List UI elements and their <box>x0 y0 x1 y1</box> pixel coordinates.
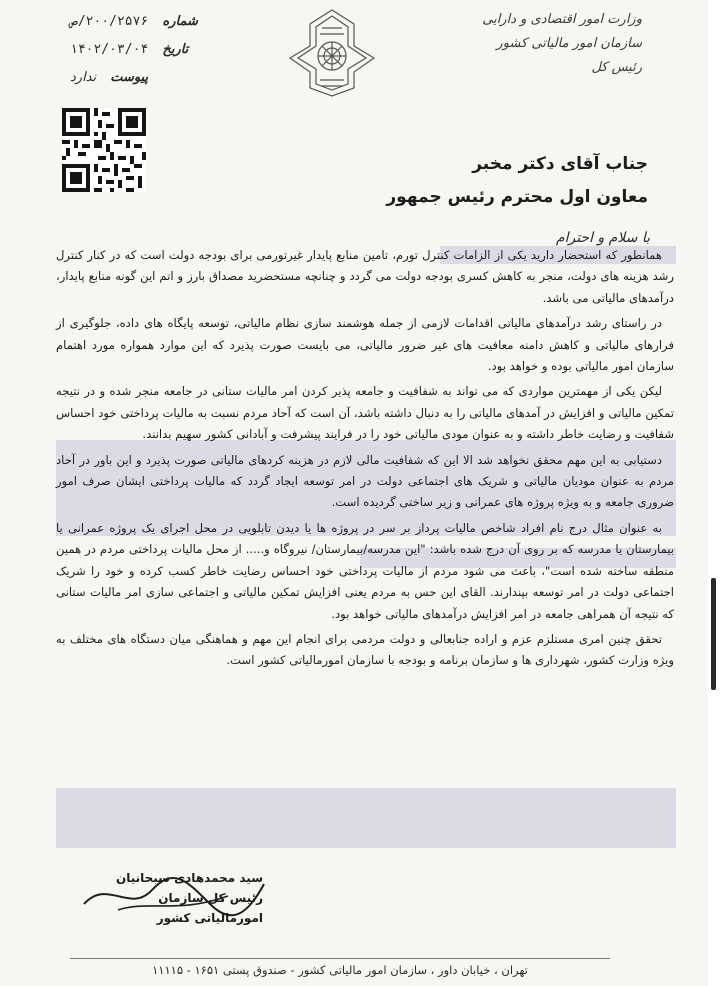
meta-number-value: ۲۰۰/۲۵۷۶/ص <box>70 14 149 29</box>
paragraph: به عنوان مثال درج نام افراد شاخص مالیات پرداز بر سر در پروژه ها یا دیدن تابلویی در محل اجرای یک پروژه عمرانی یا بیمارستان یا مدرسه که بر روی آن درج شده باشد: "این مدرسه/بیمارستان/ نیروگاه و..... از محل مالیات پرداختی مردم در همین منطقه ساخته شده است"، باعث می شود مردم از مالیات پرداختی خود احساس رضایت خاطر کسب کرده و خود را شریک اجتماعی دولت در امر توسعه بپندارند. القای این حس به مردم یعنی افزایش تمکین مالیاتی و اجتماعی سازی امر مالیات ستانی که نتیجه آن همراهی جامعه در امر افزایش درآمدهای مالیاتی خواهد بود. <box>56 520 674 621</box>
meta-date <box>70 42 188 57</box>
highlight-band <box>56 788 676 848</box>
ministry-heading <box>432 8 642 80</box>
addressee <box>248 148 648 214</box>
paragraph: در راستای رشد درآمدهای مالیاتی اقدامات لازمی از جمله هوشمند سازی نظام مالیاتی، توسعه پایگاه های داده، جلوگیری از فرارهای مالیاتی و کاهش دامنه معافیت های غیر ضرور مالیاتی، می بایست صورت پذیرد که این موارد همواره مورد اهتمام سازمان امور مالیاتی بوده و خواهد بود. <box>56 316 674 374</box>
paragraph: لیکن یکی از مهمترین مواردی که می تواند به شفافیت و جامعه پذیر کردن امر مالیات ستانی در جامعه منجر شده و در نتیجه تمکین مالیاتی و افزایش در آمدهای مالیاتی را به دنبال داشته باشد، آن است که آحاد مردم نسبت به مالیات پرداختی خود احساس شفافیت و رضایت خاطر داشته و به عنوان مودی مالیاتی خود را در فرایند پیشرفت و آبادانی کشور سهیم بدانند. <box>56 384 674 442</box>
emblem-logo-icon <box>282 6 382 98</box>
meta-date-label: تاریخ <box>162 42 189 57</box>
addressee-name: جناب آقای دکتر مخبر <box>472 154 648 174</box>
meta-number-label: شماره <box>162 14 198 29</box>
meta-date-value: ۱۴۰۲/۰۳/۰۴ <box>70 42 149 57</box>
paragraph: دستیابی به این مهم محقق نخواهد شد الا این که شفافیت مالی لازم در هزینه کردهای مالیاتی صورت پذیرد و این باور در آحاد مردم به عنوان مودیان مالیاتی و شریک های اجتماعی دولت در امر توسعه ایجاد گردد که مالیات پرداختی ایشان صرف امور ضروری جامعه و به ویژه پروژه های عمرانی و زیر ساختی گردیده است. <box>56 452 674 510</box>
meta-attachment <box>70 70 148 85</box>
ministry-line-1: وزارت امور اقتصادی و دارایی <box>482 12 642 27</box>
salutation: با سلام و احترام <box>555 230 650 246</box>
signature-block <box>88 868 263 928</box>
letter-body <box>56 245 674 676</box>
paragraph: همانطور که استحضار دارید یکی از الزامات کنترل تورم، تامین منابع پایدار غیرتورمی برای بودجه دولت است که در کنار کنترل رشد هزینه های دولت، منجر به کاهش کسری بودجه دولت می گردد و چنانچه مستحضرید مصداق بارز و اتم این گونه منابع پایدار، درآمدهای مالیاتی می باشد. <box>56 248 674 305</box>
ministry-line-3: رئیس کل <box>591 60 642 75</box>
signer-name: سید محمدهادی سبحانیان <box>115 871 263 885</box>
meta-attachment-value: ندارد <box>70 70 97 85</box>
signature-scribble-icon <box>78 874 268 918</box>
page-edge <box>708 0 720 986</box>
paragraph: تحقق چنین امری مستلزم عزم و اراده جنابعالی و دولت مردمی برای انجام این مهم و هماهنگی میان دستگاه های مختلف به ویژه وزارت کشور، شهرداری ها و سازمان برنامه و بودجه با سازمان امورمالیاتی کشور است. <box>56 631 674 668</box>
signer-title: رئیس کل سازمان امورمالیاتی کشور <box>156 891 263 925</box>
qr-code-icon <box>62 108 146 192</box>
scroll-indicator <box>711 578 716 690</box>
meta-attachment-label: پیوست <box>110 70 149 85</box>
footer-address: تهران ، خیابان داور ، سازمان امور مالیاتی کشور - صندوق پستی ۱۶۵۱ - ۱۱۱۱۵ <box>70 958 610 977</box>
meta-number <box>70 14 198 29</box>
ministry-line-2: سازمان امور مالیاتی کشور <box>496 36 642 51</box>
addressee-title: معاون اول محترم رئیس جمهور <box>386 187 648 207</box>
